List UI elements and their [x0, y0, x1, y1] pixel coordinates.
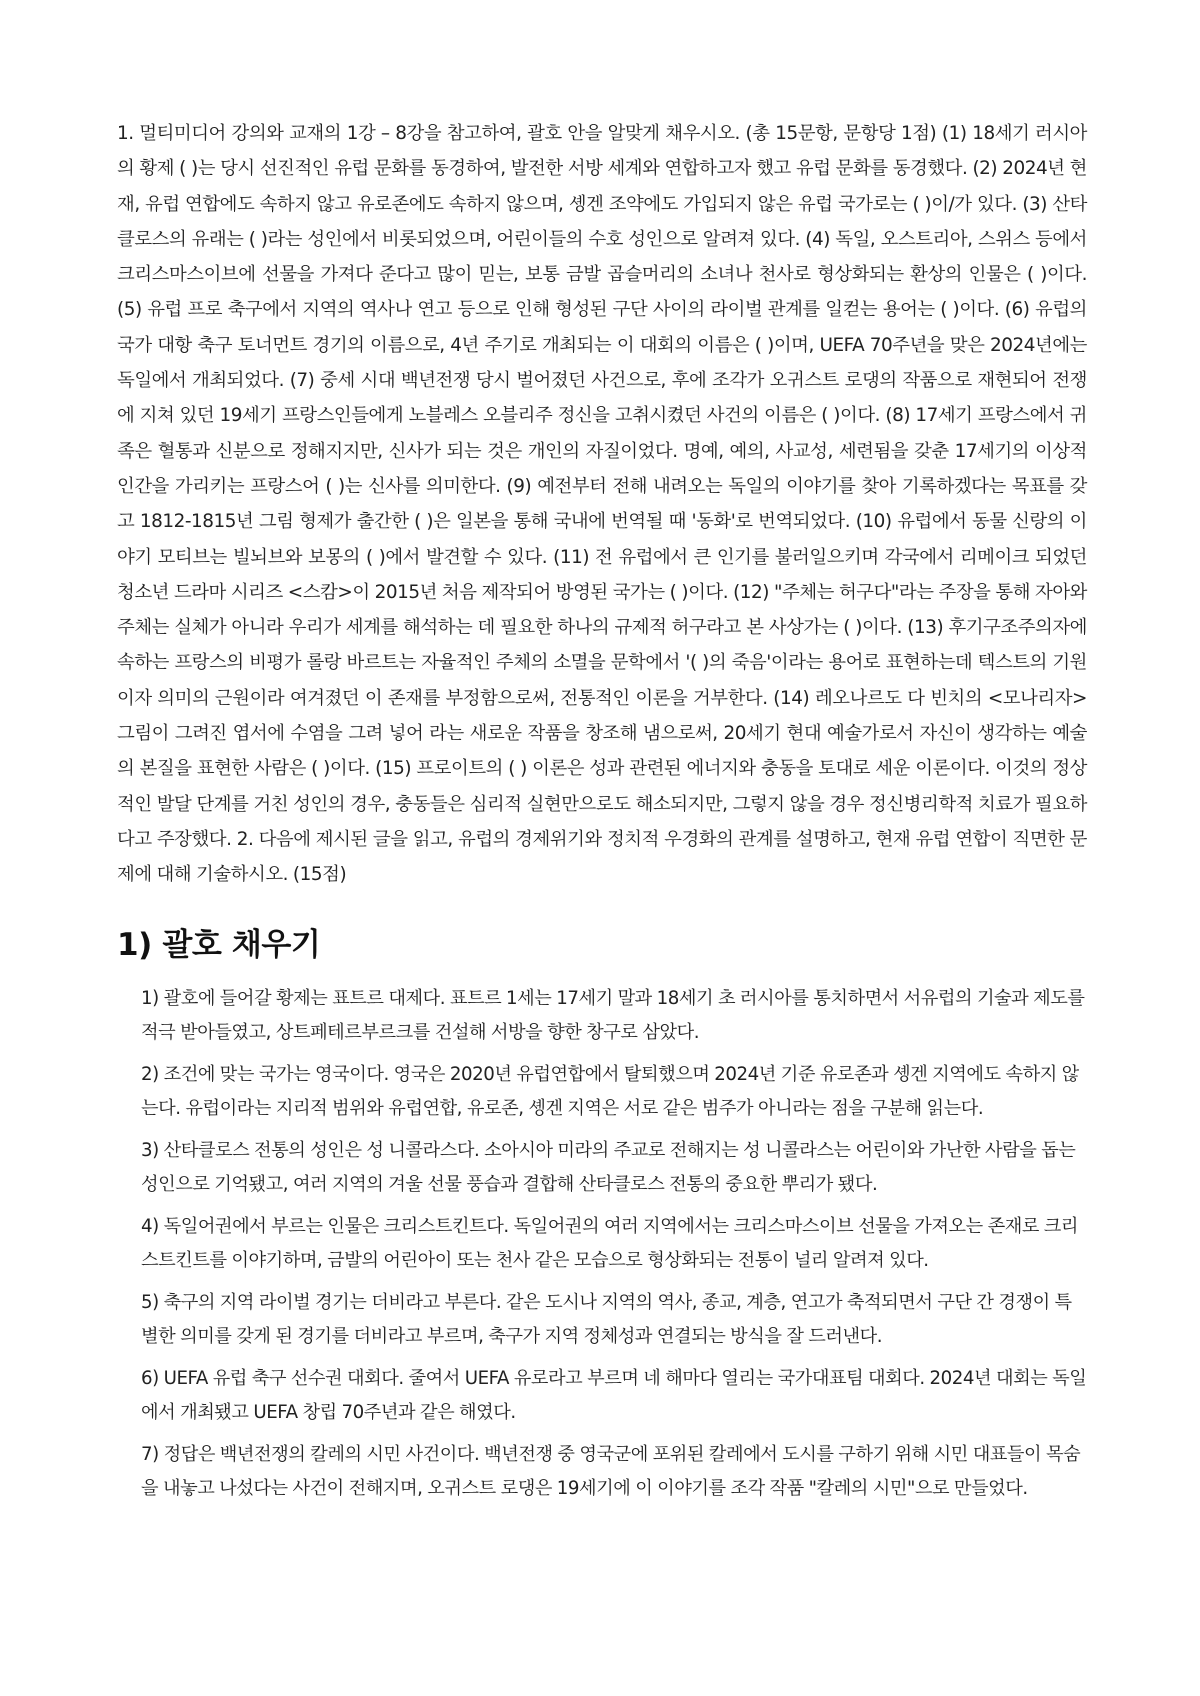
answer-item: 5) 축구의 지역 라이벌 경기는 더비라고 부른다. 같은 도시나 지역의 역사, 종교, 계층, 연고가 축적되면서 구단 간 경쟁이 특별한 의미를 갖게 된 경기를 더비라고 부르며, 축구가 지역 정체성과 연결되는 방식을 잘 드러낸다.	[141, 1291, 1072, 1348]
answer-list	[117, 982, 1087, 1507]
answer-item: 3) 산타클로스 전통의 성인은 성 니콜라스다. 소아시아 미라의 주교로 전해지는 성 니콜라스는 어린이와 가난한 사람을 돕는 성인으로 기억됐고, 여러 지역의 겨울 선물 풍습과 결합해 산타클로스 전통의 중요한 뿌리가 됐다.	[141, 1139, 1076, 1196]
answer-item: 1) 괄호에 들어갈 황제는 표트르 대제다. 표트르 1세는 17세기 말과 18세기 초 러시아를 통치하면서 서유럽의 기술과 제도를 적극 받아들였고, 상트페테르부르크를 건설해 서방을 향한 창구로 삼았다.	[141, 987, 1085, 1044]
question-paragraph: 1. 멀티미디어 강의와 교재의 1강 – 8강을 참고하여, 괄호 안을 알맞게 채우시오. (총 15문항, 문항당 1점) (1) 18세기 러시아의 황제 ( )는 당시 선진적인 유럽 문화를 동경하여, 발전한 서방 세계와 연합하고자 했고 유럽 문화를 동경했다. (2) 2024년 현재, 유럽 연합에도 속하지 않고 유로존에도 속하지 않으며, 솅겐 조약에도 가입되지 않은 유럽 국가로는 ( )이/가 있다. (3) 산타클로스의 유래는 ( )라는 성인에서 비롯되었으며, 어린이들의 수호 성인으로 알려져 있다. (4) 독일, 오스트리아, 스위스 등에서 크리스마스이브에 선물을 가져다 준다고 많이 믿는, 보통 금발 곱슬머리의 소녀나 천사로 형상화되는 환상의 인물은 ( )이다. (5) 유럽 프로 축구에서 지역의 역사나 연고 등으로 인해 형성된 구단 사이의 라이벌 관계를 일컫는 용어는 ( )이다. (6) 유럽의 국가 대항 축구 토너먼트 경기의 이름으로, 4년 주기로 개최되는 이 대회의 이름은 ( )이며, UEFA 70주년을 맞은 2024년에는 독일에서 개최되었다. (7) 중세 시대 백년전쟁 당시 벌어졌던 사건으로, 후에 조각가 오귀스트 로댕의 작품으로 재현되어 전쟁에 지쳐 있던 19세기 프랑스인들에게 노블레스 오블리주 정신을 고취시켰던 사건의 이름은 ( )이다. (8) 17세기 프랑스에서 귀족은 혈통과 신분으로 정해지지만, 신사가 되는 것은 개인의 자질이었다. 명예, 예의, 사교성, 세련됨을 갖춘 17세기의 이상적 인간을 가리키는 프랑스어 ( )는 신사를 의미한다. (9) 예전부터 전해 내려오는 독일의 이야기를 찾아 기록하겠다는 목표를 갖고 1812-1815년 그림 형제가 출간한 ( )은 일본을 통해 국내에 번역될 때 '동화'로 번역되었다. (10) 유럽에서 동물 신랑의 이야기 모티브는 빌뇌브와 보몽의 ( )에서 발견할 수 있다. (11) 전 유럽에서 큰 인기를 불러일으키며 각국에서 리메이크 되었던 청소년 드라마 시리즈 <스캄>이 2015년 처음 제작되어 방영된 국가는 ( )이다. (12) "주체는 허구다"라는 주장을 통해 자아와 주체는 실체가 아니라 우리가 세계를 해석하는 데 필요한 하나의 규제적 허구라고 본 사상가는 ( )이다. (13) 후기구조주의자에 속하는 프랑스의 비평가 롤랑 바르트는 자율적인 주체의 소멸을 문학에서 '( )의 죽음'이라는 용어로 표현하는데 텍스트의 기원이자 의미의 근원이라 여겨졌던 이 존재를 부정함으로써, 전통적인 이론을 거부한다. (14) 레오나르도 다 빈치의 <모나리자> 그림이 그려진 엽서에 수염을 그려 넣어 라는 새로운 작품을 창조해 냄으로써, 20세기 현대 예술가로서 자신이 생각하는 예술의 본질을 표현한 사람은 ( )이다. (15) 프로이트의 ( ) 이론은 성과 관련된 에너지와 충동을 토대로 세운 이론이다. 이것의 정상적인 발달 단계를 거친 성인의 경우, 충동들은 심리적 실현만으로도 해소되지만, 그렇지 않을 경우 정신병리학적 치료가 필요하다고 주장했다. 2. 다음에 제시된 글을 읽고, 유럽의 경제위기와 정치적 우경화의 관계를 설명하고, 현재 유럽 연합이 직면한 문제에 대해 기술하시오. (15점)	[117, 123, 1087, 886]
section-title: 1) 괄호 채우기	[117, 926, 321, 963]
answer-item: 7) 정답은 백년전쟁의 칼레의 시민 사건이다. 백년전쟁 중 영국군에 포위된 칼레에서 도시를 구하기 위해 시민 대표들이 목숨을 내놓고 나섰다는 사건이 전해지며, 오귀스트 로댕은 19세기에 이 이야기를 조각 작품 "칼레의 시민"으로 만들었다.	[141, 1443, 1081, 1500]
answer-item: 4) 독일어권에서 부르는 인물은 크리스트킨트다. 독일어권의 여러 지역에서는 크리스마스이브 선물을 가져오는 존재로 크리스트킨트를 이야기하며, 금발의 어린아이 또는 천사 같은 모습으로 형상화되는 전통이 널리 알려져 있다.	[141, 1215, 1079, 1272]
answer-item: 2) 조건에 맞는 국가는 영국이다. 영국은 2020년 유럽연합에서 탈퇴했으며 2024년 기준 유로존과 솅겐 지역에도 속하지 않는다. 유럽이라는 지리적 범위와 유럽연합, 유로존, 솅겐 지역은 서로 같은 범주가 아니라는 점을 구분해 읽는다.	[141, 1063, 1079, 1120]
answer-item: 6) UEFA 유럽 축구 선수권 대회다. 줄여서 UEFA 유로라고 부르며 네 해마다 열리는 국가대표팀 대회다. 2024년 대회는 독일에서 개최됐고 UEFA 창립 70주년과 같은 해였다.	[141, 1367, 1087, 1424]
